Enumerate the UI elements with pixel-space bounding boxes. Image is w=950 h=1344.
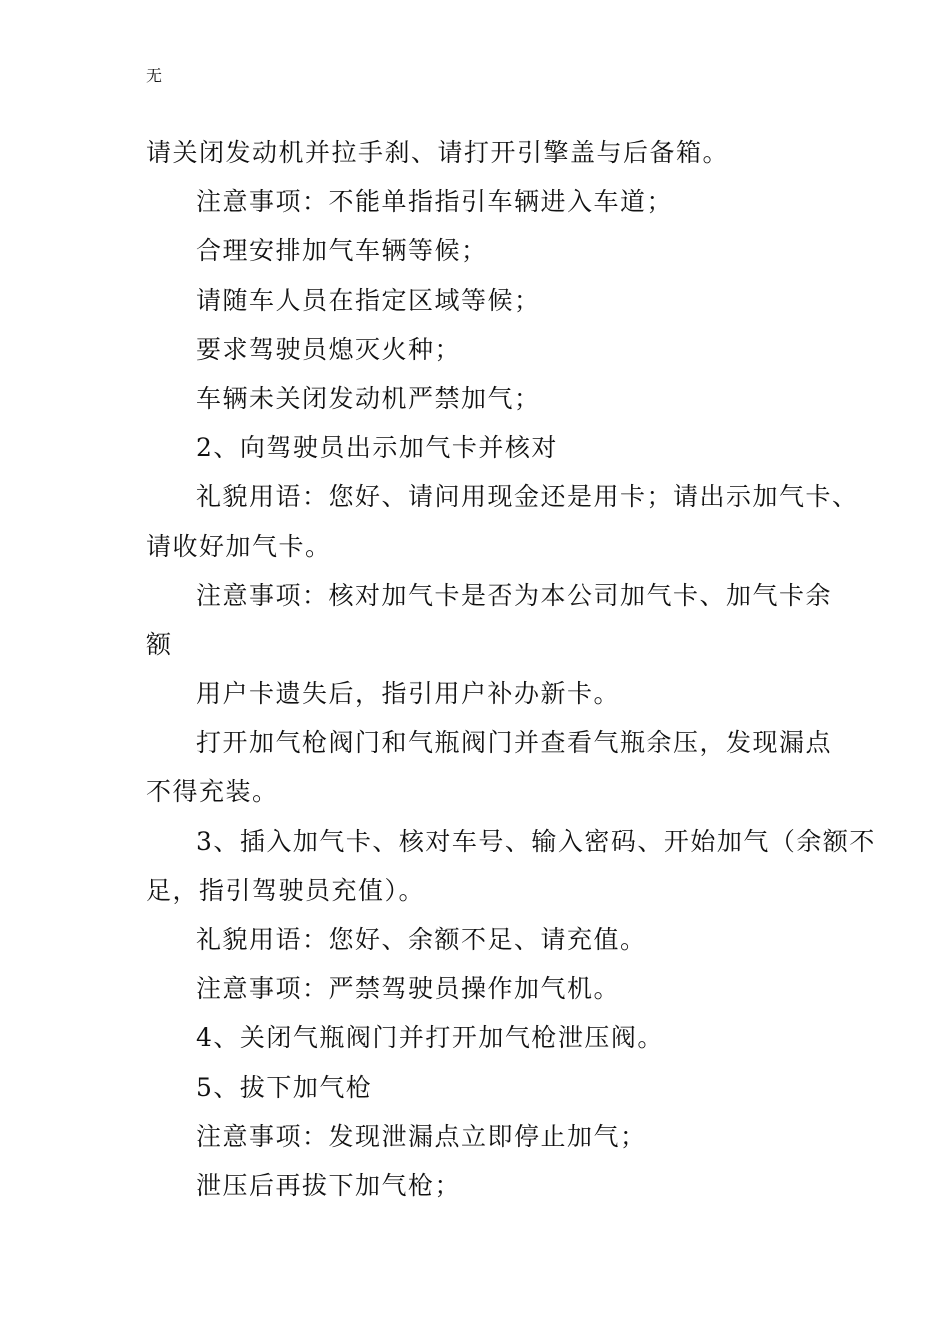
text-line: 请关闭发动机并拉手刹、请打开引擎盖与后备箱。 <box>146 138 730 167</box>
text-line: 请收好加气卡。 <box>146 531 332 561</box>
text-line: 注意事项：发现泄漏点立即停止加气； <box>196 1121 647 1151</box>
text-line: 4、关闭气瓶阀门并打开加气枪泄压阀。 <box>196 1023 664 1053</box>
text-line: 5、拔下加气枪 <box>196 1072 373 1102</box>
text-line: 打开加气枪阀门和气瓶阀门并查看气瓶余压，发现漏点 <box>196 728 833 758</box>
text-line: 3、插入加气卡、核对车号、输入密码、开始加气（余额不 <box>196 826 876 856</box>
text-line: 请随车人员在指定区域等候； <box>196 285 541 315</box>
text-line: 不得充装。 <box>146 777 279 807</box>
text-line: 2、向驾驶员出示加气卡并核对 <box>196 433 558 463</box>
document-body <box>146 128 876 1210</box>
text-line: 用户卡遗失后，指引用户补办新卡。 <box>196 679 621 709</box>
text-line: 车辆未关闭发动机严禁加气； <box>196 383 541 413</box>
page-header: 无 <box>146 66 163 85</box>
text-line: 泄压后再拔下加气枪； <box>196 1170 462 1200</box>
text-line: 礼貌用语：您好、请问用现金还是用卡；请出示加气卡、 <box>196 482 859 512</box>
text-line: 合理安排加气车辆等候； <box>196 236 488 266</box>
text-line: 足，指引驾驶员充值）。 <box>146 875 426 905</box>
text-line: 礼貌用语：您好、余额不足、请充值。 <box>196 925 647 954</box>
text-line: 要求驾驶员熄灭火种； <box>196 334 462 364</box>
text-line: 额 <box>146 629 173 659</box>
text-line: 注意事项：核对加气卡是否为本公司加气卡、加气卡余 <box>196 580 833 610</box>
text-line: 注意事项：严禁驾驶员操作加气机。 <box>196 974 621 1004</box>
text-line: 注意事项：不能单指指引车辆进入车道； <box>196 187 674 217</box>
